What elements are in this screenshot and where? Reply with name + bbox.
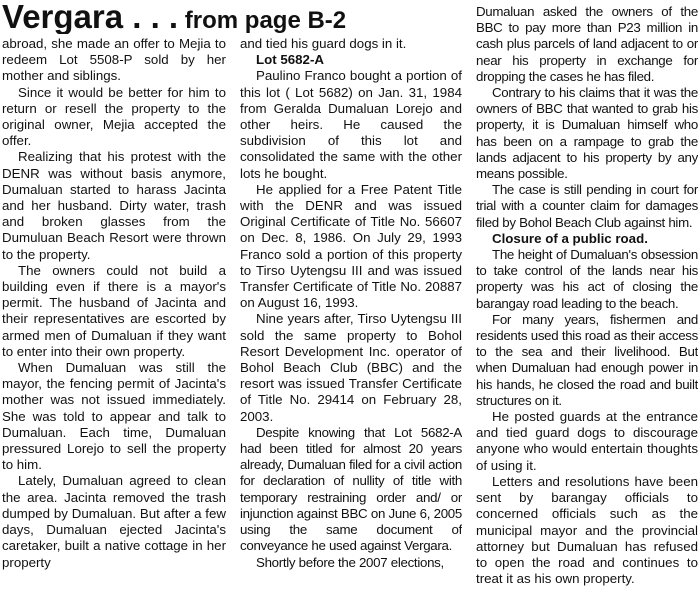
paragraph: Shortly before the 2007 elections, [256, 554, 444, 570]
paragraph: Paulino Franco bought a portion of this lot ( Lot 5682) on Jan. 31, 1984 from Geralda Dumaluan Lorejo and other heirs. He caused the subdivision of this lot and consolidated the same with the other lots he bought. [240, 68, 462, 181]
paragraph: For many years, fishermen and residents used this road as their access to the sea and their livelihood. But when Dumaluan had enough power in his hands, he closed the road and built structures on it. [476, 311, 698, 408]
headline-jump: from page B-2 [178, 7, 347, 34]
paragraph: Since it would be better for him to return or resell the property to the original owner, Mejia accepted the offer. [2, 84, 226, 149]
subheading: Lot 5682-A [256, 52, 324, 68]
column-2 [240, 36, 462, 612]
paragraph: Letters and resolutions have been sent by barangay officials to concerned officials such as the municipal mayor and the provincial attorney but Dumaluan has refused to open the road and continues to treat it as his own property. [476, 473, 698, 587]
subheading: Closure of a public road. [492, 230, 648, 246]
paragraph: abroad, she made an offer to Mejia to redeem Lot 5508-P sold by her mother and siblings. [2, 36, 226, 84]
paragraph: Lately, Dumaluan agreed to clean the area. Jacinta removed the trash dumped by Dumaluan. But after a few days, Dumaluan ejected Jacinta's caretaker, built a native cottage in her property [2, 473, 226, 570]
paragraph: The owners could not build a building even if there is a mayor's permit. The husband of Jacinta and their representatives are escorted by armed men of Dumaluan if they want to enter into their own property. [2, 262, 226, 359]
paragraph: When Dumaluan was still the mayor, the fencing permit of Jacinta's mother was not issued immediately. She was told to appear and talk to Dumaluan. Each time, Dumaluan pressured Lorejo to sell the property to him. [2, 360, 226, 473]
paragraph: Realizing that his protest with the DENR was without basis anymore, Dumaluan started to harass Jacinta and her husband. Dirty water, trash and broken glasses from the Dumuluan Beach Resort were thrown to the property. [2, 149, 226, 262]
paragraph: Despite knowing that Lot 5682-A had been titled for almost 20 years already, Dumaluan filed for a civil action for declaration of nullity of title with temporary restraining order and/ or injunction against BBC on June 6, 2005 using the same document of conveyance he used against Vergara. [240, 424, 462, 554]
paragraph: Contrary to his claims that it was the owners of BBC that wanted to grab his property, it is Dumaluan himself who has been on a rampage to grab the lands adjacent to his property by any means possible. [476, 85, 698, 182]
headline-main: Vergara . . . [2, 0, 179, 34]
paragraph: He posted guards at the entrance and tied guard dogs to discourage anyone who would entertain thoughts of using it. [476, 409, 698, 473]
paragraph: The height of Dumaluan's obsession to take control of the lands near his property was his act of closing the barangay road leading to the beach. [476, 247, 698, 311]
column-3 [476, 4, 698, 612]
column-1 [2, 36, 226, 612]
headline [2, 0, 472, 34]
paragraph: The case is still pending in court for trial with a counter claim for damages filed by Bohol Beach Club against him. [476, 182, 698, 230]
paragraph: Nine years after, Tirso Uytengsu III sold the same property to Bohol Resort Development Inc. operator of Bohol Beach Club (BBC) and the resort was issued Transfer Certificate of Title No. 29414 on February 28, 2003. [240, 311, 462, 424]
paragraph: He applied for a Free Patent Title with the DENR and was issued Original Certificate of Title No. 56607 on Dec. 8, 1986. On July 29, 1993 Franco sold a portion of this property to Tirso Uytengsu III and was issued Transfer Certificate of Title No. 20887 on August 16, 1993. [240, 181, 462, 311]
paragraph: Dumaluan asked the owners of the BBC to pay more than P23 million in cash plus parcels of land adjacent to or near his property in exchange for dropping the cases he has filed. [476, 4, 698, 84]
paragraph: and tied his guard dogs in it. [240, 36, 407, 51]
